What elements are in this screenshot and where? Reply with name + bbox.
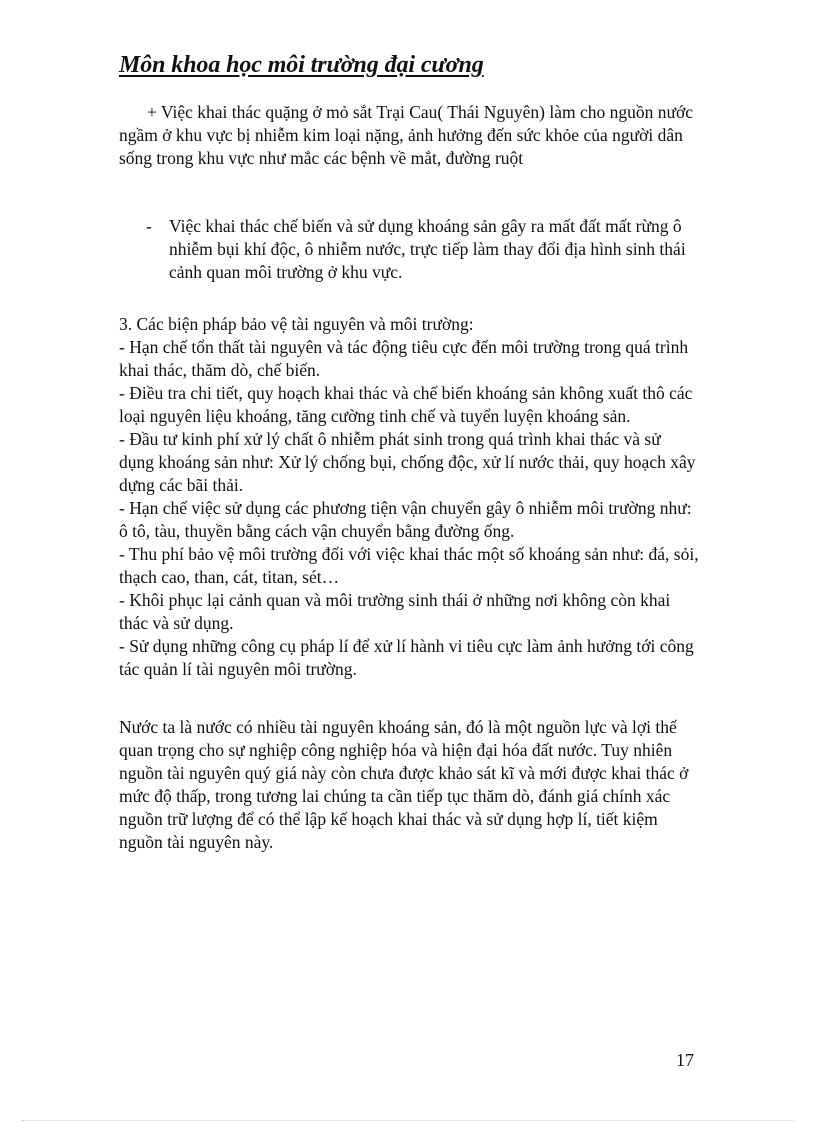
conclusion-paragraph: Nước ta là nước có nhiều tài nguyên khoáng sản, đó là một nguồn lực và lợi thế quan trọng cho sự nghiệp công nghiệp hóa và hiện đại hóa đất nước. Tuy nhiên nguồn tài nguyên quý giá này còn chưa được khảo sát kĩ và mới được khai thác ở mức độ thấp, trong tương lai chúng ta cần tiếp tục thăm dò, đánh giá chính xác nguồn trữ lượng để có thể lập kế hoạch khai thác và sử dụng hợp lí, tiết kiệm nguồn tài nguyên này. — [119, 717, 689, 852]
measure-item: - Điều tra chi tiết, quy hoạch khai thác và chế biến khoáng sản không xuất thô các loại nguyên liệu khoáng, tăng cường tinh chế và tuyển luyện khoáng sản. — [119, 383, 693, 426]
bullet-text: Việc khai thác chế biến và sử dụng khoáng sản gây ra mất đất mất rừng ô nhiễm bụi khí độc, ô nhiễm nước, trực tiếp làm thay đổi địa hình sinh thái cảnh quan môi trường ở khu vực. — [169, 216, 686, 282]
page-bottom-divider — [22, 1120, 794, 1121]
list-item — [119, 215, 699, 284]
measure-item: - Khôi phục lại cảnh quan và môi trường sinh thái ở những nơi không còn khai thác và sử dụng. — [119, 590, 671, 633]
measure-item: - Hạn chế việc sử dụng các phương tiện vận chuyển gây ô nhiễm môi trường như: ô tô, tàu, thuyền bằng cách vận chuyển bằng đường ống. — [119, 498, 692, 541]
measure-item: - Hạn chế tổn thất tài nguyên và tác động tiêu cực đến môi trường trong quá trình khai thác, thăm dò, chế biến. — [119, 337, 689, 380]
bullet-marker: - — [146, 216, 152, 236]
page-title: Môn khoa học môi trường đại cương — [119, 52, 484, 78]
measure-item: - Đầu tư kinh phí xử lý chất ô nhiễm phát sinh trong quá trình khai thác và sử dụng khoáng sản như: Xử lý chống bụi, chống độc, xử lí nước thải, quy hoạch xây dựng các bãi thải. — [119, 429, 696, 495]
page-number: 17 — [676, 1050, 694, 1070]
protection-measures-section — [119, 313, 699, 681]
measure-item: - Thu phí bảo vệ môi trường đối với việc khai thác một số khoáng sản như: đá, sỏi, thạch cao, than, cát, titan, sét… — [119, 544, 699, 587]
intro-paragraph: + Việc khai thác quặng ở mỏ sắt Trại Cau( Thái Nguyên) làm cho nguồn nước ngầm ở khu vực bị nhiễm kim loại nặng, ảnh hưởng đến sức khỏe của người dân sống trong khu vực như mắc các bệnh về mắt, đường ruột — [119, 102, 693, 168]
bullet-list — [119, 215, 699, 284]
measure-item: - Sử dụng những công cụ pháp lí để xử lí hành vi tiêu cực làm ảnh hưởng tới công tác quản lí tài nguyên môi trường. — [119, 636, 694, 679]
section-heading: 3. Các biện pháp bảo vệ tài nguyên và môi trường: — [119, 314, 474, 334]
